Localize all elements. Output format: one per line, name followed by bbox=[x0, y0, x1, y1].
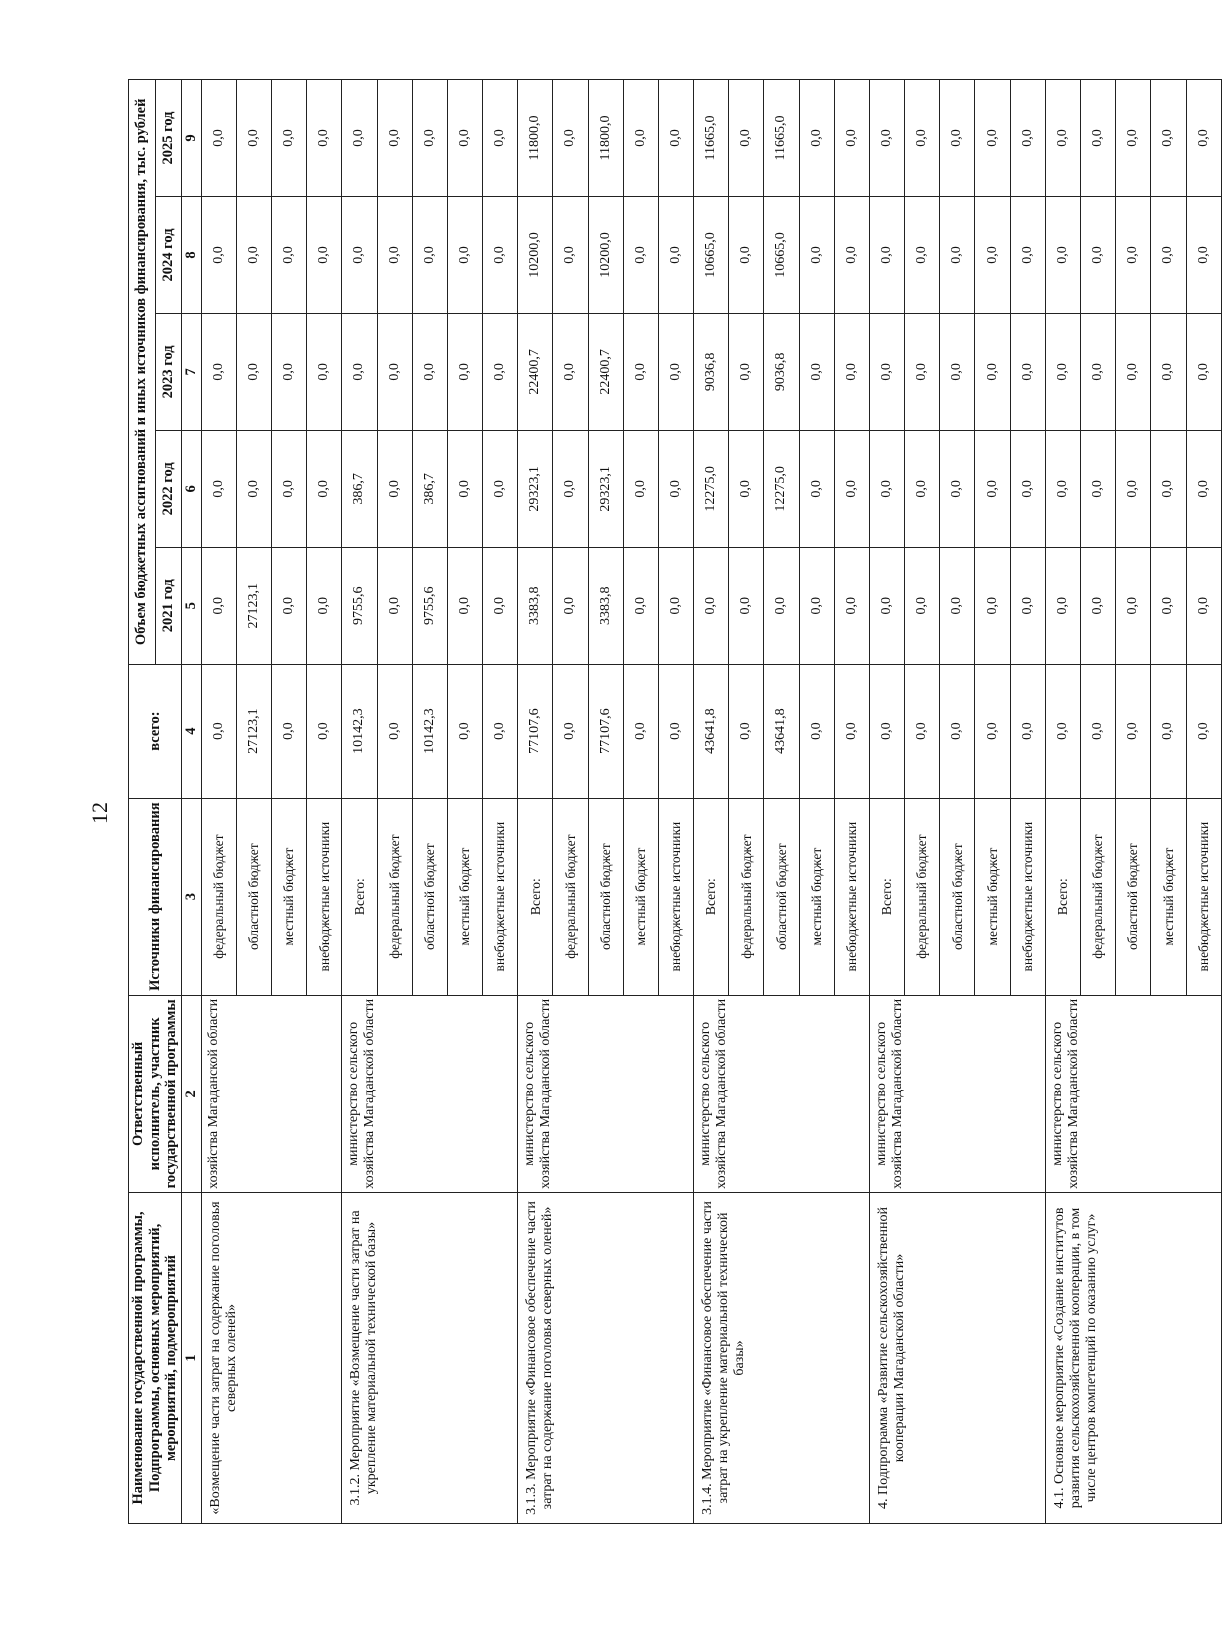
year-value-cell: 0,0 bbox=[658, 80, 693, 197]
year-value-cell: 0,0 bbox=[342, 80, 377, 197]
funding-source-cell: Всего: bbox=[518, 798, 553, 995]
year-value-cell: 0,0 bbox=[1045, 313, 1080, 430]
year-value-cell: 0,0 bbox=[623, 80, 658, 197]
year-value-cell: 0,0 bbox=[483, 80, 518, 197]
year-value-cell: 0,0 bbox=[905, 430, 940, 547]
funding-source-cell: местный бюджет bbox=[799, 798, 834, 995]
funding-source-cell: областной бюджет bbox=[588, 798, 623, 995]
year-value-cell: 0,0 bbox=[1116, 313, 1151, 430]
table-row bbox=[1045, 80, 1080, 1524]
header-volume: Объем бюджетных ассигнований и иных источников финансирования, тыс. рублей bbox=[129, 80, 156, 665]
year-value-cell: 12275,0 bbox=[764, 430, 799, 547]
table-row bbox=[201, 80, 236, 1524]
year-value-cell: 0,0 bbox=[905, 197, 940, 314]
funding-source-cell: местный бюджет bbox=[447, 798, 482, 995]
executor-cell: министерство сельского хозяйства Магаданской области bbox=[518, 995, 694, 1192]
year-value-cell: 0,0 bbox=[623, 430, 658, 547]
year-value-cell: 3383,8 bbox=[518, 547, 553, 664]
year-value-cell: 0,0 bbox=[553, 197, 588, 314]
table-body bbox=[201, 80, 1221, 1524]
table-row bbox=[518, 80, 553, 1524]
total-value-cell: 10142,3 bbox=[342, 664, 377, 798]
year-value-cell: 0,0 bbox=[729, 430, 764, 547]
year-value-cell: 0,0 bbox=[834, 430, 869, 547]
year-value-cell: 386,7 bbox=[342, 430, 377, 547]
year-value-cell: 0,0 bbox=[1186, 313, 1221, 430]
year-value-cell: 0,0 bbox=[729, 547, 764, 664]
total-value-cell: 0,0 bbox=[1045, 664, 1080, 798]
header-program-name: Наименование государственной программы, Подпрограммы, основных мероприятий, мероприятий, подмероприятий bbox=[129, 1192, 182, 1523]
year-value-cell: 0,0 bbox=[1010, 80, 1045, 197]
year-value-cell: 0,0 bbox=[236, 430, 271, 547]
funding-source-cell: внебюджетные источники bbox=[307, 798, 342, 995]
total-value-cell: 0,0 bbox=[1010, 664, 1045, 798]
year-value-cell: 0,0 bbox=[1080, 80, 1115, 197]
year-value-cell: 27123,1 bbox=[236, 547, 271, 664]
year-value-cell: 0,0 bbox=[694, 547, 729, 664]
year-value-cell: 0,0 bbox=[447, 547, 482, 664]
year-value-cell: 10200,0 bbox=[588, 197, 623, 314]
year-value-cell: 0,0 bbox=[1116, 547, 1151, 664]
year-value-cell: 0,0 bbox=[975, 313, 1010, 430]
funding-source-cell: областной бюджет bbox=[1116, 798, 1151, 995]
funding-source-cell: областной бюджет bbox=[764, 798, 799, 995]
year-value-cell: 0,0 bbox=[940, 430, 975, 547]
year-value-cell: 0,0 bbox=[1151, 313, 1186, 430]
funding-source-cell: областной бюджет bbox=[940, 798, 975, 995]
year-value-cell: 0,0 bbox=[1116, 80, 1151, 197]
funding-source-cell: внебюджетные источники bbox=[1010, 798, 1045, 995]
year-value-cell: 0,0 bbox=[201, 80, 236, 197]
funding-source-cell: федеральный бюджет bbox=[377, 798, 412, 995]
column-number: 3 bbox=[182, 798, 202, 995]
column-number: 9 bbox=[182, 80, 202, 197]
total-value-cell: 0,0 bbox=[377, 664, 412, 798]
total-value-cell: 0,0 bbox=[483, 664, 518, 798]
year-value-cell: 29323,1 bbox=[518, 430, 553, 547]
year-value-cell: 0,0 bbox=[1151, 430, 1186, 547]
year-value-cell: 0,0 bbox=[307, 197, 342, 314]
executor-cell: министерство сельского хозяйства Магаданской области bbox=[342, 995, 518, 1192]
header-year: 2023 год bbox=[155, 313, 182, 430]
total-value-cell: 0,0 bbox=[1116, 664, 1151, 798]
year-value-cell: 0,0 bbox=[1116, 197, 1151, 314]
year-value-cell: 0,0 bbox=[272, 430, 307, 547]
header-total: всего: bbox=[129, 664, 182, 798]
year-value-cell: 0,0 bbox=[307, 547, 342, 664]
year-value-cell: 12275,0 bbox=[694, 430, 729, 547]
year-value-cell: 0,0 bbox=[658, 197, 693, 314]
year-value-cell: 0,0 bbox=[729, 197, 764, 314]
year-value-cell: 0,0 bbox=[940, 313, 975, 430]
year-value-cell: 0,0 bbox=[799, 80, 834, 197]
year-value-cell: 0,0 bbox=[658, 547, 693, 664]
program-name-cell: 4. Подпрограмма «Развитие сельскохозяйственной кооперации Магаданской области» bbox=[869, 1192, 1045, 1523]
column-number: 6 bbox=[182, 430, 202, 547]
year-value-cell: 0,0 bbox=[377, 313, 412, 430]
year-value-cell: 0,0 bbox=[272, 547, 307, 664]
year-value-cell: 0,0 bbox=[623, 313, 658, 430]
year-value-cell: 11665,0 bbox=[764, 80, 799, 197]
budget-table bbox=[128, 79, 1222, 1524]
year-value-cell: 29323,1 bbox=[588, 430, 623, 547]
year-value-cell: 11800,0 bbox=[518, 80, 553, 197]
year-value-cell: 0,0 bbox=[483, 430, 518, 547]
year-value-cell: 0,0 bbox=[553, 547, 588, 664]
column-number: 5 bbox=[182, 547, 202, 664]
funding-source-cell: Всего: bbox=[1045, 798, 1080, 995]
total-value-cell: 0,0 bbox=[307, 664, 342, 798]
header-executor: Ответственный исполнитель, участник государственной программы bbox=[129, 995, 182, 1192]
year-value-cell: 0,0 bbox=[834, 547, 869, 664]
year-value-cell: 0,0 bbox=[272, 197, 307, 314]
year-value-cell: 0,0 bbox=[377, 547, 412, 664]
year-value-cell: 0,0 bbox=[447, 313, 482, 430]
year-value-cell: 0,0 bbox=[799, 313, 834, 430]
funding-source-cell: областной бюджет bbox=[236, 798, 271, 995]
year-value-cell: 0,0 bbox=[1186, 80, 1221, 197]
year-value-cell: 0,0 bbox=[483, 197, 518, 314]
year-value-cell: 11800,0 bbox=[588, 80, 623, 197]
year-value-cell: 0,0 bbox=[1151, 80, 1186, 197]
year-value-cell: 0,0 bbox=[975, 430, 1010, 547]
year-value-cell: 0,0 bbox=[553, 430, 588, 547]
total-value-cell: 0,0 bbox=[834, 664, 869, 798]
year-value-cell: 0,0 bbox=[975, 197, 1010, 314]
year-value-cell: 3383,8 bbox=[588, 547, 623, 664]
year-value-cell: 0,0 bbox=[940, 197, 975, 314]
total-value-cell: 0,0 bbox=[1080, 664, 1115, 798]
funding-source-cell: местный бюджет bbox=[272, 798, 307, 995]
year-value-cell: 22400,7 bbox=[518, 313, 553, 430]
year-value-cell: 9755,6 bbox=[412, 547, 447, 664]
year-value-cell: 0,0 bbox=[1186, 430, 1221, 547]
year-value-cell: 0,0 bbox=[342, 197, 377, 314]
total-value-cell: 0,0 bbox=[201, 664, 236, 798]
year-value-cell: 0,0 bbox=[869, 430, 904, 547]
year-value-cell: 0,0 bbox=[1116, 430, 1151, 547]
total-value-cell: 0,0 bbox=[940, 664, 975, 798]
total-value-cell: 0,0 bbox=[869, 664, 904, 798]
year-value-cell: 0,0 bbox=[729, 313, 764, 430]
funding-source-cell: федеральный бюджет bbox=[729, 798, 764, 995]
program-name-cell: 3.1.3. Мероприятие «Финансовое обеспечение части затрат на содержание поголовья северных оленей» bbox=[518, 1192, 694, 1523]
year-value-cell: 0,0 bbox=[869, 80, 904, 197]
table-row bbox=[694, 80, 729, 1524]
year-value-cell: 0,0 bbox=[1010, 430, 1045, 547]
header-year: 2022 год bbox=[155, 430, 182, 547]
year-value-cell: 0,0 bbox=[412, 80, 447, 197]
total-value-cell: 0,0 bbox=[553, 664, 588, 798]
year-value-cell: 0,0 bbox=[412, 313, 447, 430]
year-value-cell: 9755,6 bbox=[342, 547, 377, 664]
total-value-cell: 43641,8 bbox=[764, 664, 799, 798]
year-value-cell: 0,0 bbox=[658, 430, 693, 547]
total-value-cell: 27123,1 bbox=[236, 664, 271, 798]
year-value-cell: 0,0 bbox=[342, 313, 377, 430]
year-value-cell: 0,0 bbox=[1151, 197, 1186, 314]
total-value-cell: 0,0 bbox=[975, 664, 1010, 798]
year-value-cell: 0,0 bbox=[869, 197, 904, 314]
funding-source-cell: внебюджетные источники bbox=[658, 798, 693, 995]
total-value-cell: 0,0 bbox=[1186, 664, 1221, 798]
year-value-cell: 10200,0 bbox=[518, 197, 553, 314]
funding-source-cell: местный бюджет bbox=[1151, 798, 1186, 995]
year-value-cell: 0,0 bbox=[1010, 197, 1045, 314]
year-value-cell: 0,0 bbox=[940, 547, 975, 664]
year-value-cell: 0,0 bbox=[377, 430, 412, 547]
total-value-cell: 10142,3 bbox=[412, 664, 447, 798]
program-name-cell: 3.1.4. Мероприятие «Финансовое обеспечение части затрат на укрепление материальной технической базы» bbox=[694, 1192, 870, 1523]
funding-source-cell: внебюджетные источники bbox=[483, 798, 518, 995]
year-value-cell: 22400,7 bbox=[588, 313, 623, 430]
table-row bbox=[342, 80, 377, 1524]
year-value-cell: 0,0 bbox=[1010, 547, 1045, 664]
year-value-cell: 0,0 bbox=[623, 547, 658, 664]
year-value-cell: 0,0 bbox=[553, 80, 588, 197]
year-value-cell: 0,0 bbox=[1080, 430, 1115, 547]
year-value-cell: 10665,0 bbox=[694, 197, 729, 314]
year-value-cell: 0,0 bbox=[483, 547, 518, 664]
program-name-cell: 4.1. Основное мероприятие «Создание институтов развития сельскохозяйственной кооперации, в том числе центров компетенций по оказанию услуг» bbox=[1045, 1192, 1221, 1523]
year-value-cell: 0,0 bbox=[1080, 197, 1115, 314]
header-year: 2025 год bbox=[155, 80, 182, 197]
year-value-cell: 0,0 bbox=[1045, 80, 1080, 197]
funding-source-cell: Всего: bbox=[694, 798, 729, 995]
funding-source-cell: федеральный бюджет bbox=[201, 798, 236, 995]
year-value-cell: 0,0 bbox=[201, 430, 236, 547]
year-value-cell: 0,0 bbox=[201, 197, 236, 314]
column-number: 7 bbox=[182, 313, 202, 430]
year-value-cell: 0,0 bbox=[412, 197, 447, 314]
year-value-cell: 0,0 bbox=[236, 80, 271, 197]
year-value-cell: 9036,8 bbox=[694, 313, 729, 430]
year-value-cell: 0,0 bbox=[905, 547, 940, 664]
year-value-cell: 0,0 bbox=[799, 547, 834, 664]
year-value-cell: 0,0 bbox=[447, 430, 482, 547]
year-value-cell: 0,0 bbox=[236, 197, 271, 314]
funding-source-cell: внебюджетные источники bbox=[1186, 798, 1221, 995]
year-value-cell: 0,0 bbox=[272, 313, 307, 430]
year-value-cell: 0,0 bbox=[940, 80, 975, 197]
year-value-cell: 0,0 bbox=[307, 80, 342, 197]
year-value-cell: 0,0 bbox=[447, 197, 482, 314]
funding-source-cell: Всего: bbox=[342, 798, 377, 995]
year-value-cell: 0,0 bbox=[201, 313, 236, 430]
column-number: 1 bbox=[182, 1192, 202, 1523]
year-value-cell: 0,0 bbox=[307, 430, 342, 547]
year-value-cell: 0,0 bbox=[799, 430, 834, 547]
executor-cell: министерство сельского хозяйства Магаданской области bbox=[1045, 995, 1221, 1192]
year-value-cell: 0,0 bbox=[834, 80, 869, 197]
column-number: 2 bbox=[182, 995, 202, 1192]
total-value-cell: 43641,8 bbox=[694, 664, 729, 798]
year-value-cell: 0,0 bbox=[447, 80, 482, 197]
total-value-cell: 0,0 bbox=[447, 664, 482, 798]
year-value-cell: 0,0 bbox=[272, 80, 307, 197]
year-value-cell: 0,0 bbox=[1045, 430, 1080, 547]
year-value-cell: 10665,0 bbox=[764, 197, 799, 314]
total-value-cell: 0,0 bbox=[729, 664, 764, 798]
year-value-cell: 0,0 bbox=[1186, 547, 1221, 664]
year-value-cell: 0,0 bbox=[236, 313, 271, 430]
program-name-cell: 3.1.2. Мероприятие «Возмещение части затрат на укрепление материальной технической базы» bbox=[342, 1192, 518, 1523]
year-value-cell: 0,0 bbox=[483, 313, 518, 430]
table-row bbox=[869, 80, 904, 1524]
funding-source-cell: Всего: bbox=[869, 798, 904, 995]
total-value-cell: 0,0 bbox=[272, 664, 307, 798]
column-number: 8 bbox=[182, 197, 202, 314]
header-year: 2021 год bbox=[155, 547, 182, 664]
year-value-cell: 0,0 bbox=[553, 313, 588, 430]
header-year: 2024 год bbox=[155, 197, 182, 314]
year-value-cell: 0,0 bbox=[377, 80, 412, 197]
year-value-cell: 0,0 bbox=[623, 197, 658, 314]
total-value-cell: 0,0 bbox=[905, 664, 940, 798]
column-number: 4 bbox=[182, 664, 202, 798]
year-value-cell: 0,0 bbox=[1010, 313, 1045, 430]
year-value-cell: 0,0 bbox=[869, 547, 904, 664]
year-value-cell: 0,0 bbox=[799, 197, 834, 314]
year-value-cell: 0,0 bbox=[1186, 197, 1221, 314]
funding-source-cell: местный бюджет bbox=[623, 798, 658, 995]
executor-cell: министерство сельского хозяйства Магаданской области bbox=[869, 995, 1045, 1192]
program-name-cell: «Возмещение части затрат на содержание поголовья северных оленей» bbox=[201, 1192, 342, 1523]
year-value-cell: 0,0 bbox=[905, 80, 940, 197]
year-value-cell: 0,0 bbox=[834, 197, 869, 314]
year-value-cell: 0,0 bbox=[764, 547, 799, 664]
year-value-cell: 9036,8 bbox=[764, 313, 799, 430]
year-value-cell: 0,0 bbox=[729, 80, 764, 197]
year-value-cell: 0,0 bbox=[1045, 547, 1080, 664]
year-value-cell: 0,0 bbox=[834, 313, 869, 430]
total-value-cell: 77107,6 bbox=[588, 664, 623, 798]
total-value-cell: 0,0 bbox=[799, 664, 834, 798]
total-value-cell: 77107,6 bbox=[518, 664, 553, 798]
total-value-cell: 0,0 bbox=[658, 664, 693, 798]
year-value-cell: 0,0 bbox=[1045, 197, 1080, 314]
year-value-cell: 0,0 bbox=[658, 313, 693, 430]
rotated-table-container bbox=[128, 79, 1211, 1524]
executor-cell: хозяйства Магаданской области bbox=[201, 995, 342, 1192]
total-value-cell: 0,0 bbox=[623, 664, 658, 798]
executor-cell: министерство сельского хозяйства Магаданской области bbox=[694, 995, 870, 1192]
year-value-cell: 0,0 bbox=[869, 313, 904, 430]
year-value-cell: 0,0 bbox=[377, 197, 412, 314]
funding-source-cell: федеральный бюджет bbox=[1080, 798, 1115, 995]
year-value-cell: 0,0 bbox=[201, 547, 236, 664]
year-value-cell: 0,0 bbox=[905, 313, 940, 430]
year-value-cell: 0,0 bbox=[307, 313, 342, 430]
funding-source-cell: федеральный бюджет bbox=[553, 798, 588, 995]
funding-source-cell: областной бюджет bbox=[412, 798, 447, 995]
year-value-cell: 0,0 bbox=[1080, 547, 1115, 664]
header-funding-source: Источники финансирования bbox=[129, 798, 182, 995]
year-value-cell: 386,7 bbox=[412, 430, 447, 547]
page-number: 12 bbox=[87, 802, 112, 824]
funding-source-cell: федеральный бюджет bbox=[905, 798, 940, 995]
funding-source-cell: местный бюджет bbox=[975, 798, 1010, 995]
total-value-cell: 0,0 bbox=[1151, 664, 1186, 798]
year-value-cell: 11665,0 bbox=[694, 80, 729, 197]
year-value-cell: 0,0 bbox=[975, 80, 1010, 197]
year-value-cell: 0,0 bbox=[1080, 313, 1115, 430]
year-value-cell: 0,0 bbox=[1151, 547, 1186, 664]
funding-source-cell: внебюджетные источники bbox=[834, 798, 869, 995]
year-value-cell: 0,0 bbox=[975, 547, 1010, 664]
